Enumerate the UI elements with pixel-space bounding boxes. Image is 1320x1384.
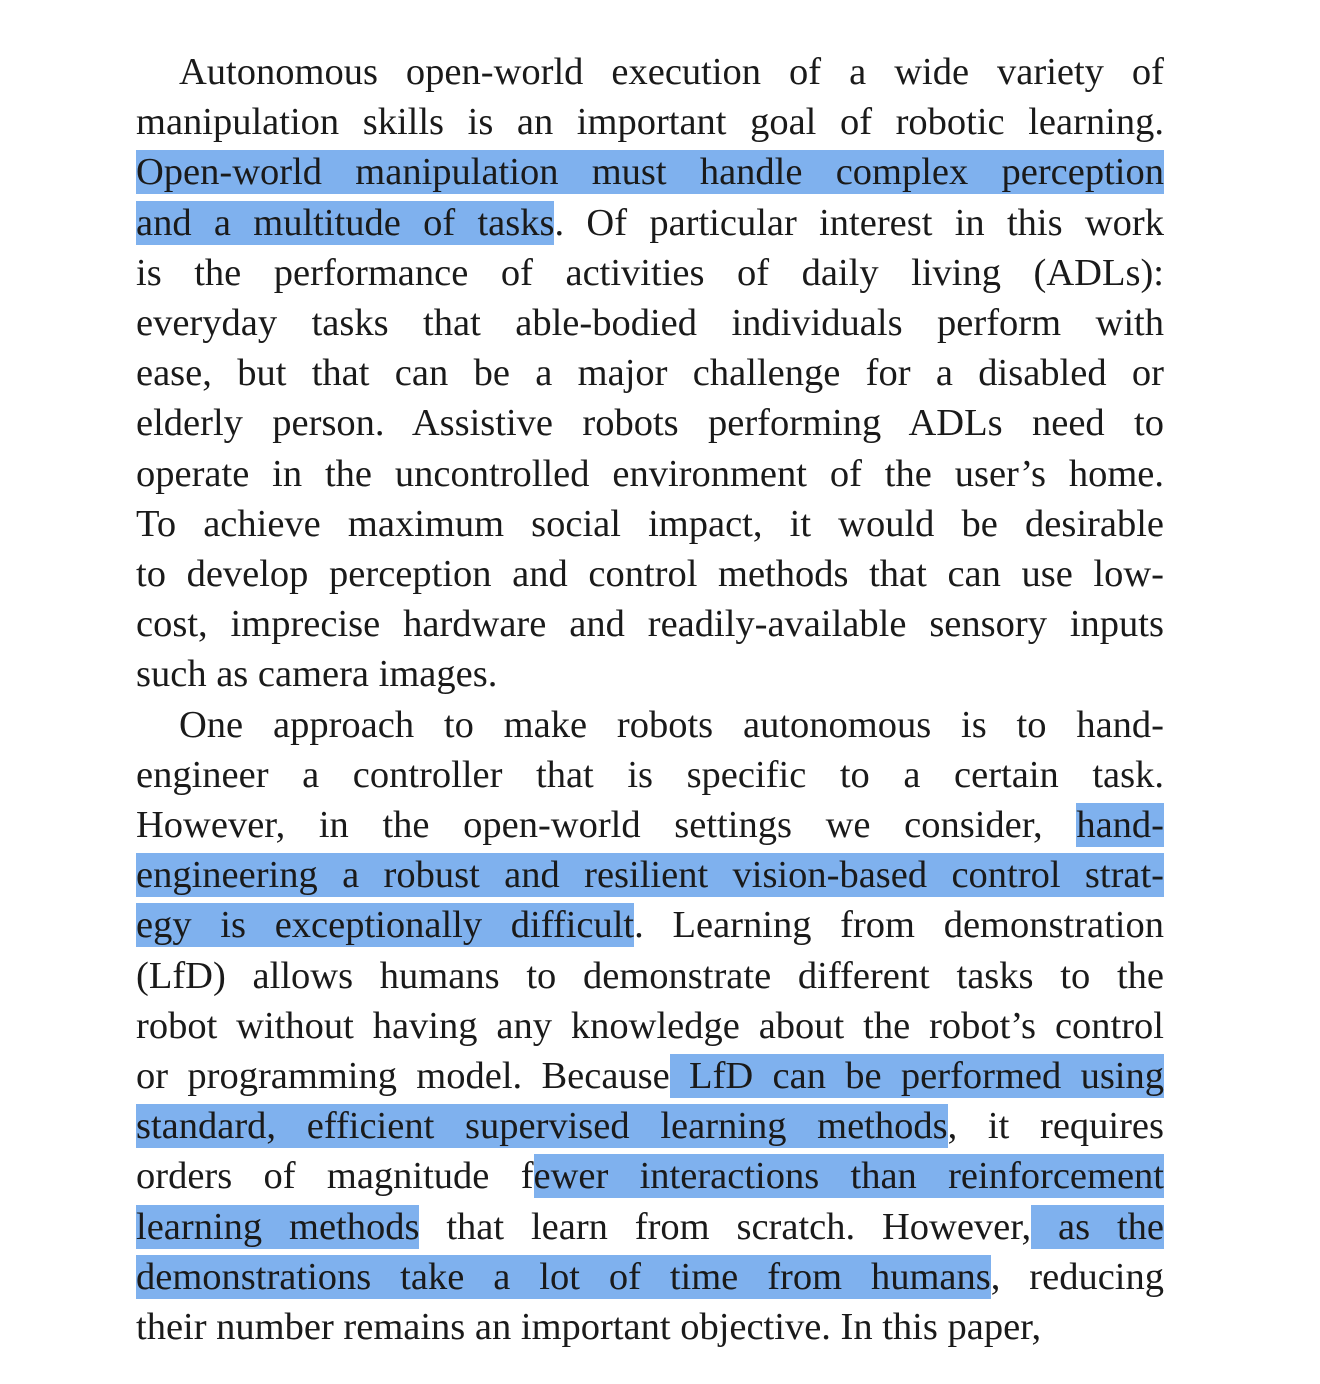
text-segment: or programming model. Because (136, 1055, 670, 1097)
text-segment: engineer a controller that is specific to a certain task. (136, 753, 1164, 796)
text-segment: One approach to make robots autonomous is to hand- (179, 703, 1164, 746)
text-line (136, 599, 1164, 649)
highlighted-text: ewer interactions than reinforcement (533, 1155, 1164, 1198)
text-segment: everyday tasks that able-bodied individuals perform with (136, 302, 1164, 344)
text-line (136, 1101, 1164, 1151)
text-line (136, 348, 1164, 398)
text-line (136, 850, 1164, 900)
text-segment: ease, but that can be a major challenge for a disabled or (136, 352, 1164, 395)
text-line (136, 1001, 1164, 1051)
text-line (136, 398, 1164, 448)
text-segment: their number remains an important objective. In this paper, (136, 1306, 1042, 1348)
text-segment: robot without having any knowledge about the robot’s control (136, 1004, 1164, 1047)
text-segment: elderly person. Assistive robots performing ADLs need to (136, 402, 1164, 445)
text-line (136, 1302, 1164, 1352)
text-segment: (LfD) allows humans to demonstrate different tasks to the (136, 954, 1164, 997)
text-segment: However, in the open-world settings we consider, (136, 804, 1077, 846)
text-segment: to develop perception and control methods that can use low- (136, 553, 1164, 595)
text-segment: manipulation skills is an important goal of robotic learning. (136, 101, 1164, 144)
highlighted-text: engineering a robust and resilient vision-based control strat- (136, 854, 1164, 897)
text-line (136, 499, 1164, 549)
highlighted-text: learning methods (136, 1205, 420, 1248)
text-line (136, 951, 1164, 1001)
text-line (136, 47, 1164, 97)
highlighted-text: Open-world manipulation must handle complex perception (136, 151, 1164, 194)
text-segment: Autonomous open-world execution of a wide variety of (179, 51, 1164, 93)
text-segment: , reducing (990, 1255, 1164, 1298)
highlighted-text: LfD can be performed using (669, 1055, 1165, 1097)
text-segment: . Learning from demonstration (634, 904, 1164, 947)
text-segment: To achieve maximum social impact, it would be desirable (136, 502, 1164, 545)
text-line (136, 549, 1164, 599)
text-segment: operate in the uncontrolled environment of the user’s home. (136, 452, 1164, 495)
text-line (136, 900, 1164, 950)
text-line (136, 248, 1164, 298)
text-line (136, 198, 1164, 248)
highlighted-text: as the (1031, 1205, 1165, 1248)
text-line (136, 1202, 1164, 1252)
text-segment: is the performance of activities of daily living (ADLs): (136, 251, 1164, 294)
text-segment: . Of particular interest in this work (554, 201, 1164, 244)
highlighted-text: demonstrations take a lot of time from humans (136, 1255, 991, 1298)
text-line (136, 449, 1164, 499)
text-segment: that learn from scratch. However, (419, 1205, 1032, 1248)
highlighted-text: and a multitude of tasks (136, 201, 555, 244)
highlighted-text: hand- (1076, 804, 1164, 846)
text-line (136, 700, 1164, 750)
text-segment: orders of magnitude f (136, 1155, 534, 1198)
text-segment: such as camera images. (136, 653, 498, 696)
text-line (136, 1252, 1164, 1302)
text-line (136, 97, 1164, 147)
highlighted-text: egy is exceptionally difficult (136, 904, 635, 947)
text-line (136, 649, 1164, 699)
text-line (136, 298, 1164, 348)
highlighted-text: standard, efficient supervised learning methods (136, 1105, 948, 1148)
text-segment: cost, imprecise hardware and readily-available sensory inputs (136, 603, 1164, 646)
text-line (136, 1151, 1164, 1201)
text-line (136, 1051, 1164, 1101)
text-line (136, 147, 1164, 197)
text-line (136, 800, 1164, 850)
text-segment: , it requires (947, 1105, 1164, 1148)
text-line (136, 750, 1164, 800)
